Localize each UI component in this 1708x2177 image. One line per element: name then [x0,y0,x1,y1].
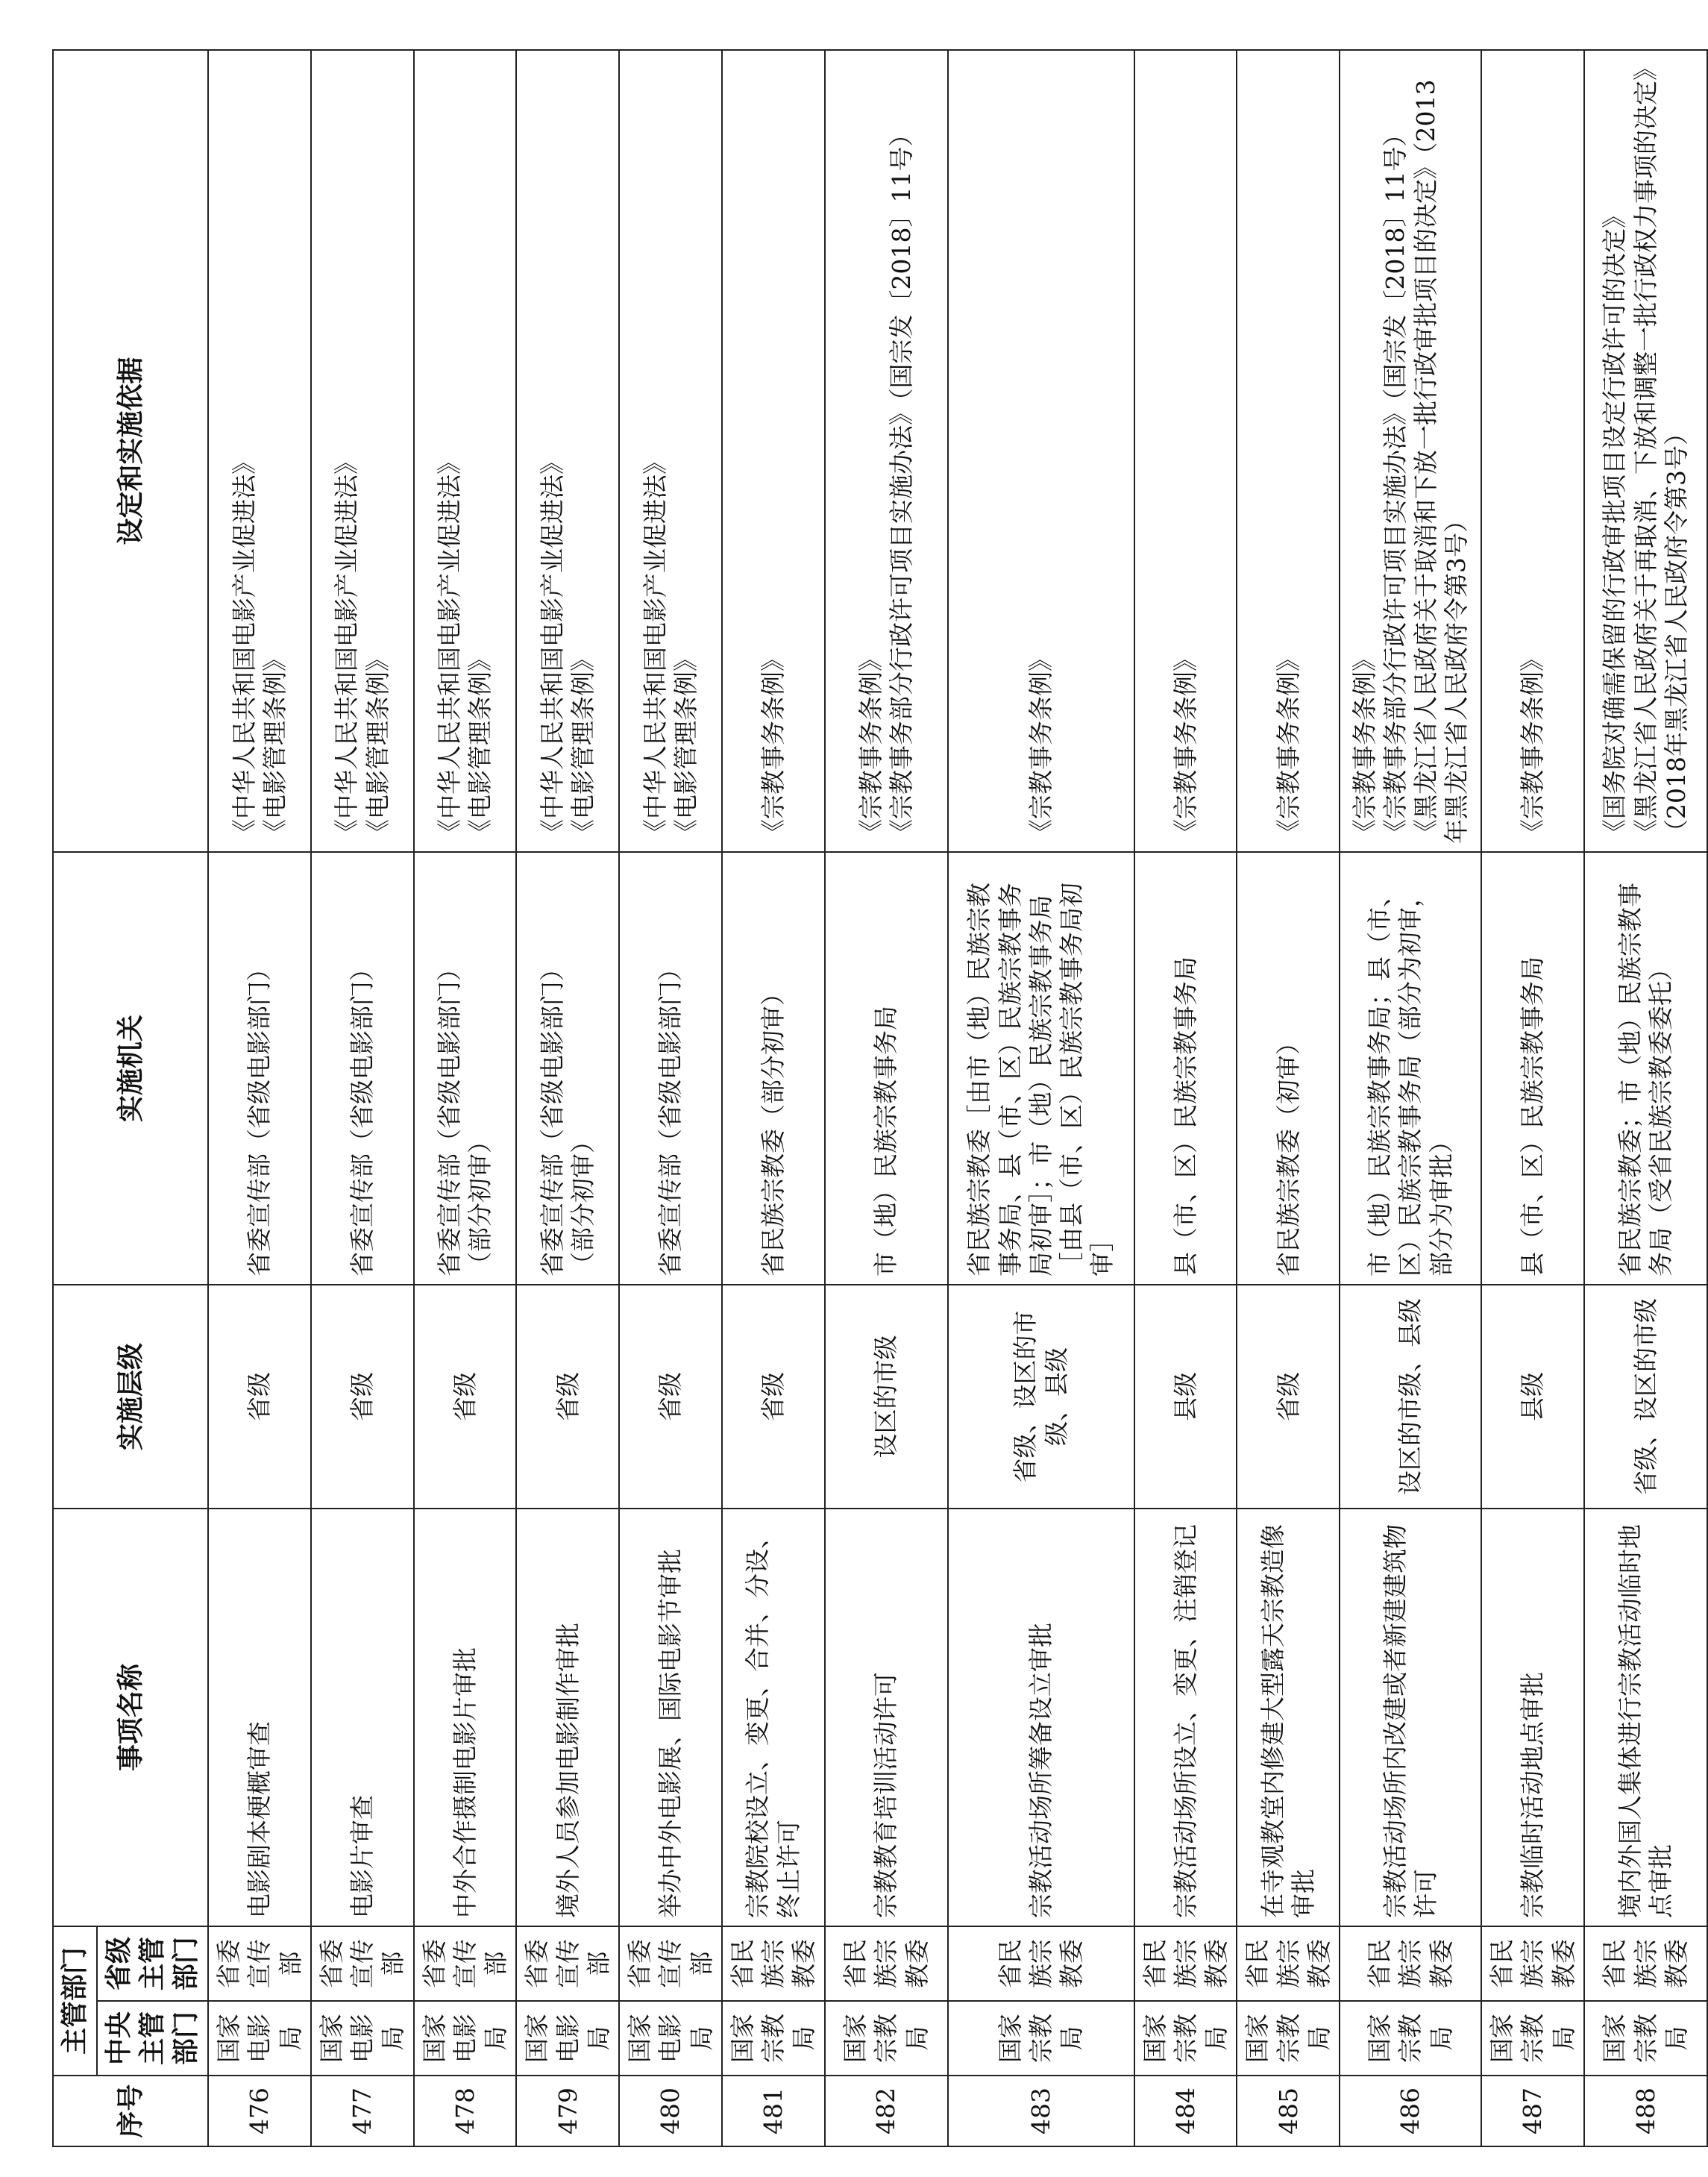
basis-header: 设定和实施依据 [53,50,208,852]
agency-cell [1481,852,1584,1285]
item-name-cell: 宗教院校设立、变更、合并、分设、终止许可 [722,1509,825,1926]
basis-line: 《宗教事务条例》 [1349,646,1379,844]
agency-line: 省委宣传部（省级电影部门） [348,956,377,1277]
basis-line: 《电影管理条例》 [260,646,289,844]
level-cell: 设区的市级 [825,1285,948,1509]
agency-line: 市（地）民族宗教事务局 [871,1005,901,1277]
provincial-dept-cell: 省委宣传部 [516,1926,619,2001]
provincial-dept-header: 省级主管部门 [97,1926,208,2001]
item-name-cell: 宗教活动场所筹备设立审批 [948,1509,1134,1926]
level-cell: 设区的市级、县级 [1340,1285,1481,1509]
basis-line: 《中华人民共和国电影产业促进法》 [229,449,259,844]
agency-cell [619,852,722,1285]
level-cell: 省级、设区的市级、县级 [948,1285,1134,1509]
basis-line: 《宗教事务条例》 [759,646,788,844]
agency-cell [414,852,517,1285]
basis-cell [619,50,722,852]
central-dept-cell: 国家电影局 [208,2001,311,2076]
basis-line: 《宗教事务部分行政许可项目实施办法》（国宗发〔2018〕11号） [887,122,916,844]
agency-line: 省委宣传部（省级电影部门） [245,956,274,1277]
seq-cell: 483 [948,2076,1134,2146]
table-row [1584,50,1707,2146]
seq-cell: 482 [825,2076,948,2146]
central-dept-cell: 国家电影局 [311,2001,414,2076]
agency-cell [1340,852,1481,1285]
provincial-dept-cell: 省民族宗教委 [1584,1926,1707,2001]
level-cell: 省级 [208,1285,311,1509]
provincial-dept-cell: 省民族宗教委 [1237,1926,1340,2001]
basis-line: 《电影管理条例》 [671,646,700,844]
agency-line: 省民族宗教委（初审） [1273,1030,1303,1277]
basis-line: 《黑龙江省人民政府关于取消和下放一批行政审批项目的决定》（2013年黑龙江省人民政府令第3号） [1411,79,1472,844]
agency-cell [825,852,948,1285]
item-name-cell: 中外合作摄制电影片审批 [414,1509,517,1926]
central-dept-cell: 国家宗教局 [1237,2001,1340,2076]
table-row [311,50,414,2146]
level-cell: 县级 [1481,1285,1584,1509]
central-dept-cell: 国家电影局 [516,2001,619,2076]
agency-line: 省民族宗教委［由市（地）民族宗教事务局、县（市、区）民族宗教事务局初审］；市（地）民族宗教事务局［由县（市、区）民族宗教事务局初审］ [964,882,1117,1277]
central-dept-cell: 国家宗教局 [1584,2001,1707,2076]
seq-cell: 485 [1237,2076,1340,2146]
item-name-cell: 宗教活动场所设立、变更、注销登记 [1134,1509,1237,1926]
basis-line: 《中华人民共和国电影产业促进法》 [640,449,670,844]
agency-header: 实施机关 [53,852,208,1285]
basis-cell [1584,50,1707,852]
level-cell: 省级 [516,1285,619,1509]
seq-cell: 476 [208,2076,311,2146]
basis-cell [516,50,619,852]
central-dept-cell: 国家宗教局 [948,2001,1134,2076]
agency-cell [1134,852,1237,1285]
item-name-cell: 宗教临时活动地点审批 [1481,1509,1584,1926]
basis-line: 《宗教事务条例》 [1026,646,1055,844]
provincial-dept-cell: 省委宣传部 [208,1926,311,2001]
provincial-dept-cell: 省民族宗教委 [1134,1926,1237,2001]
provincial-dept-cell: 省委宣传部 [414,1926,517,2001]
basis-cell [1481,50,1584,852]
basis-line: 《中华人民共和国电影产业促进法》 [537,449,567,844]
approval-items-table [52,49,1708,2147]
central-dept-cell: 国家电影局 [414,2001,517,2076]
agency-cell [1237,852,1340,1285]
basis-cell [722,50,825,852]
central-dept-cell: 国家宗教局 [825,2001,948,2076]
header-row-1 [53,50,97,2146]
agency-cell [948,852,1134,1285]
seq-cell: 477 [311,2076,414,2146]
provincial-dept-cell: 省民族宗教委 [948,1926,1134,2001]
level-cell: 县级 [1134,1285,1237,1509]
seq-cell: 484 [1134,2076,1237,2146]
seq-cell: 479 [516,2076,619,2146]
basis-cell [1340,50,1481,852]
basis-cell [1237,50,1340,852]
level-header: 实施层级 [53,1285,208,1509]
basis-cell [825,50,948,852]
provincial-dept-cell: 省民族宗教委 [825,1926,948,2001]
central-dept-cell: 国家宗教局 [722,2001,825,2076]
basis-line: 《电影管理条例》 [568,646,598,844]
central-dept-header: 中央主管部门 [97,2001,208,2076]
seq-header: 序号 [53,2076,208,2146]
agency-cell [208,852,311,1285]
level-cell: 省级 [619,1285,722,1509]
table-row [1237,50,1340,2146]
level-cell: 省级 [722,1285,825,1509]
agency-line: 县（市、区）民族宗教事务局 [1170,956,1200,1277]
basis-line: 《黑龙江省人民政府关于再取消、下放和调整一批行政权力事项的决定》（2018年黑龙江省人民政府令第3号） [1630,68,1691,844]
provincial-dept-cell: 省委宣传部 [619,1926,722,2001]
basis-line: 《国务院对确需保留的行政审批项目设定行政许可的决定》 [1600,203,1630,844]
agency-cell [1584,852,1707,1285]
seq-cell: 486 [1340,2076,1481,2146]
basis-line: 《宗教事务条例》 [1273,646,1303,844]
table-row [948,50,1134,2146]
level-cell: 省级 [1237,1285,1340,1509]
basis-cell [208,50,311,852]
basis-cell [948,50,1134,852]
table-row [1134,50,1237,2146]
central-dept-cell: 国家宗教局 [1134,2001,1237,2076]
agency-line: 省委宣传部（省级电影部门） [656,956,685,1277]
central-dept-cell: 国家电影局 [619,2001,722,2076]
table-row [619,50,722,2146]
level-cell: 省级 [311,1285,414,1509]
item-name-cell: 境外人员参加电影制作审批 [516,1509,619,1926]
central-dept-cell: 国家宗教局 [1340,2001,1481,2076]
seq-cell: 488 [1584,2076,1707,2146]
table-row [1340,50,1481,2146]
item-name-cell: 电影片审查 [311,1509,414,1926]
agency-line: 省委宣传部（省级电影部门） [435,956,465,1277]
basis-line: 《电影管理条例》 [465,646,495,844]
basis-line: 《宗教事务条例》 [1518,646,1548,844]
basis-cell [414,50,517,852]
basis-cell [1134,50,1237,852]
seq-cell: 487 [1481,2076,1584,2146]
agency-line: 省民族宗教委（部分初审） [759,980,788,1277]
basis-line: 《宗教事务条例》 [855,646,885,844]
agency-cell [516,852,619,1285]
agency-line: 省委宣传部（省级电影部门） [537,956,567,1277]
provincial-dept-cell: 省委宣传部 [311,1926,414,2001]
table-body [208,50,1707,2146]
seq-cell: 478 [414,2076,517,2146]
agency-line: 市（地）民族宗教事务局；县（市、区）民族宗教事务局（部分为初审，部分为审批） [1365,882,1456,1277]
provincial-dept-cell: 省民族宗教委 [722,1926,825,2001]
item-name-cell: 在寺观教堂内修建大型露天宗教造像审批 [1237,1509,1340,1926]
table-row [825,50,948,2146]
agency-line: （部分初审） [465,1128,495,1277]
level-cell: 省级、设区的市级 [1584,1285,1707,1509]
agency-line: 省民族宗教委；市（地）民族宗教事务局（受省民族宗教委委托） [1616,882,1676,1277]
item-name-cell: 境内外国人集体进行宗教活动临时地点审批 [1584,1509,1707,1926]
item-name-cell: 宗教教育培训活动许可 [825,1509,948,1926]
basis-line: 《电影管理条例》 [362,646,392,844]
table-row [208,50,311,2146]
dept-group-header: 主管部门 [53,1926,97,2076]
item-name-cell: 宗教活动场所内改建或者新建建筑物许可 [1340,1509,1481,1926]
agency-line: 县（市、区）民族宗教事务局 [1518,956,1548,1277]
item-name-cell: 电影剧本梗概审查 [208,1509,311,1926]
table-row [1481,50,1584,2146]
item-name-cell: 举办中外电影展、国际电影节审批 [619,1509,722,1926]
agency-cell [722,852,825,1285]
seq-cell: 481 [722,2076,825,2146]
table-row [722,50,825,2146]
item-name-header: 事项名称 [53,1509,208,1926]
provincial-dept-cell: 省民族宗教委 [1340,1926,1481,2001]
agency-line: （部分初审） [568,1128,598,1277]
basis-line: 《中华人民共和国电影产业促进法》 [435,449,465,844]
central-dept-cell: 国家宗教局 [1481,2001,1584,2076]
seq-cell: 480 [619,2076,722,2146]
basis-cell [311,50,414,852]
basis-line: 《宗教事务部分行政许可项目实施办法》（国宗发〔2018〕11号） [1380,122,1410,844]
table-row [414,50,517,2146]
basis-line: 《宗教事务条例》 [1170,646,1200,844]
agency-cell [311,852,414,1285]
basis-line: 《中华人民共和国电影产业促进法》 [332,449,362,844]
table-row [516,50,619,2146]
provincial-dept-cell: 省民族宗教委 [1481,1926,1584,2001]
level-cell: 省级 [414,1285,517,1509]
